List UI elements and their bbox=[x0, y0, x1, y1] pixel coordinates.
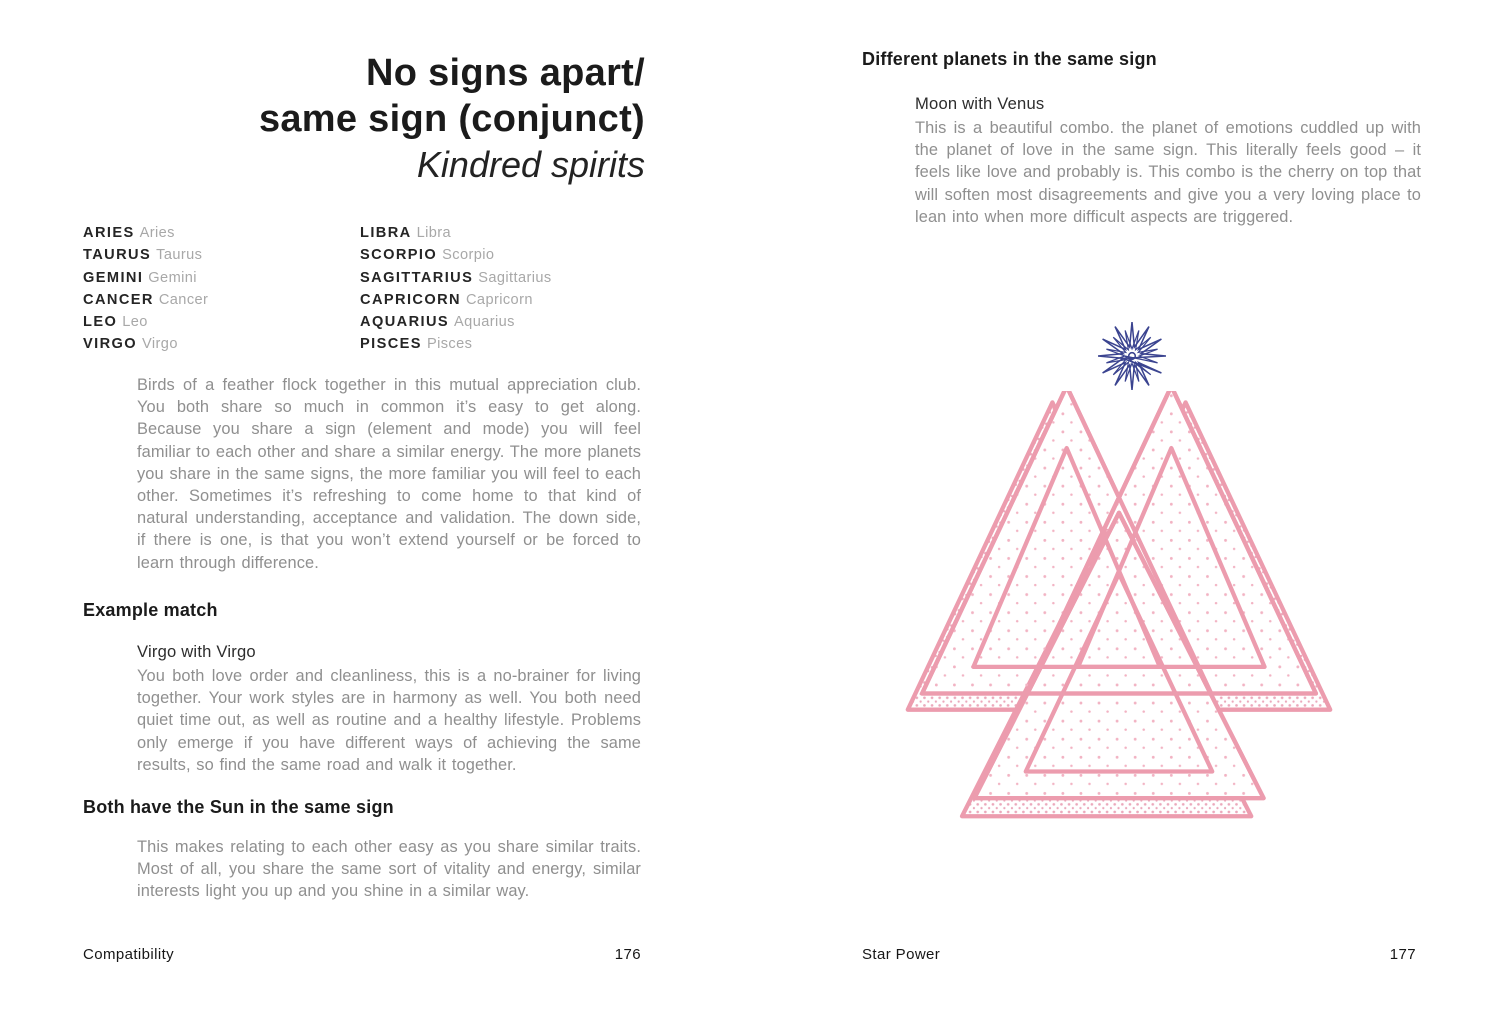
chapter-title-line-2: same sign (conjunct) bbox=[258, 98, 645, 140]
section-heading-different-planets: Different planets in the same sign bbox=[862, 49, 1157, 69]
sign-abbr: LIBRA bbox=[360, 225, 412, 241]
list-item bbox=[360, 244, 552, 266]
running-head: Compatibility bbox=[83, 946, 175, 963]
sign-name: Leo bbox=[122, 314, 148, 331]
section-heading-example-match: Example match bbox=[83, 600, 218, 620]
list-item bbox=[83, 267, 208, 289]
sign-name: Aquarius bbox=[454, 314, 515, 331]
list-item bbox=[360, 289, 552, 311]
right-page-footer bbox=[862, 946, 1416, 963]
sign-name: Aries bbox=[139, 225, 175, 241]
sign-abbr: GEMINI bbox=[83, 269, 144, 286]
section-heading-sun-same-sign: Both have the Sun in the same sign bbox=[83, 797, 394, 817]
sign-name: Pisces bbox=[426, 336, 473, 353]
sign-name: Sagittarius bbox=[478, 269, 552, 286]
virgo-paragraph: You both love order and cleanliness, this is a no-brainer for living together. Your work styles are in harmony as well. You both need quiet time out, as well as routine and a healthy lifestyle. Problems only emerge if you have different ways of achieving the same results, so find the same road and walk it together. bbox=[137, 667, 641, 774]
stipple-overlay bbox=[922, 391, 1316, 798]
starburst-icon bbox=[1096, 320, 1168, 392]
sign-abbr: TAURUS bbox=[83, 247, 152, 264]
list-item bbox=[83, 222, 208, 244]
sign-name: Virgo bbox=[142, 336, 178, 353]
list-item bbox=[83, 333, 208, 355]
sign-name: Taurus bbox=[156, 247, 203, 264]
sign-name: Cancer bbox=[158, 291, 209, 308]
list-item bbox=[360, 267, 552, 289]
sign-abbr: VIRGO bbox=[83, 336, 138, 353]
left-page-footer bbox=[83, 946, 641, 963]
chapter-title-block bbox=[83, 50, 645, 188]
chapter-title-line-1: No signs apart/ bbox=[366, 52, 645, 94]
moon-venus-paragraph: This is a beautiful combo. the planet of emotions cuddled up with the planet of love in the same sign. This literally feels good – it feels like love and probably is. This combo is the cherry on top that will soften most disagreements and give you a very loving place to lean into when more difficult aspects are triggered. bbox=[915, 119, 1421, 226]
sign-name: Gemini bbox=[148, 269, 197, 286]
page-number: 177 bbox=[1389, 946, 1416, 963]
list-item bbox=[83, 289, 208, 311]
sign-abbr: LEO bbox=[83, 314, 118, 331]
valknut-illustration bbox=[903, 391, 1335, 821]
list-item bbox=[360, 311, 552, 333]
zodiac-column-right bbox=[360, 222, 552, 356]
sign-abbr: SAGITTARIUS bbox=[360, 269, 474, 286]
chapter-subtitle: Kindred spirits bbox=[416, 144, 645, 185]
sign-abbr: ARIES bbox=[83, 225, 135, 241]
subheading-moon-with-venus: Moon with Venus bbox=[915, 94, 1045, 113]
sign-name: Capricorn bbox=[465, 291, 533, 308]
list-item bbox=[83, 311, 208, 333]
intro-paragraph: Birds of a feather flock together in this mutual appreciation club. You both share so much in common it’s easy to get along. Because you share a sign (element and mode) you will feel familiar to each other and share a similar energy. The more planets you share in the same signs, the more familiar you will feel to each other. Sometimes it’s refreshing to come home to that kind of natural understanding, acceptance and validation. The down side, if there is one, is that you won’t extend yourself or be forced to learn through difference. bbox=[137, 376, 641, 572]
subheading-virgo-with-virgo: Virgo with Virgo bbox=[137, 642, 256, 661]
sign-abbr: CAPRICORN bbox=[360, 291, 461, 308]
sign-abbr: SCORPIO bbox=[360, 247, 438, 264]
list-item bbox=[83, 244, 208, 266]
sun-paragraph: This makes relating to each other easy as you share similar traits. Most of all, you share the same sort of vitality and energy, similar interests light you up and you shine in a similar way. bbox=[137, 838, 641, 901]
list-item bbox=[360, 222, 552, 244]
list-item bbox=[360, 333, 552, 355]
page-number: 176 bbox=[614, 946, 641, 963]
sign-abbr: PISCES bbox=[360, 336, 422, 353]
sign-name: Libra bbox=[416, 225, 452, 241]
sign-name: Scorpio bbox=[442, 247, 495, 264]
sign-abbr: AQUARIUS bbox=[360, 314, 450, 331]
running-head: Star Power bbox=[862, 946, 941, 963]
zodiac-column-left bbox=[83, 222, 208, 356]
sign-abbr: CANCER bbox=[83, 291, 154, 308]
